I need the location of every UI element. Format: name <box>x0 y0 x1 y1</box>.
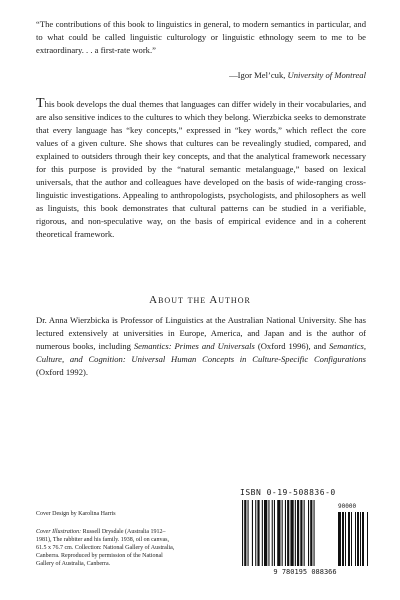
bio-book-title-2: Semantics, Culture, and Cognition: Universal Human Concepts in Culture-Specific Configurations <box>36 341 366 364</box>
about-author-heading: About the Author <box>149 294 251 306</box>
attribution-name: —Igor Mel’cuk, <box>229 70 288 80</box>
endorsement-quote: “The contributions of this book to linguistics in general, to modern semantics in particular, and to what could be called linguistic culturology or linguistic ethnology seem to me to be extraordinary. . . a first-rate work.” <box>36 19 366 55</box>
isbn-number: ISBN 0-19-508836-0 <box>240 488 336 497</box>
barcode-addon: 90000 <box>338 503 357 510</box>
cover-design-credit: Cover Design by Karolina Harris <box>36 511 116 517</box>
author-bio <box>36 314 366 379</box>
illustration-text: Russell Drysdale (Australia 1912–1981), The rabbiter and his family. 1938, oil on canvas, 61.5 x 76.7 cm. Collection: National Gallery of Australia, Canberra. Reproduced by permission of the National Gallery of Australia, Canberra. <box>36 529 175 567</box>
barcode-icon <box>240 500 370 568</box>
illustration-label: Cover Illustration: <box>36 529 82 535</box>
barcode-digits: 9 780195 088366 <box>273 568 337 576</box>
attribution-affiliation: University of Montreal <box>287 70 366 80</box>
dropcap-letter: T <box>36 96 45 111</box>
cover-illustration-credit <box>36 528 176 568</box>
book-description <box>36 98 366 241</box>
bio-part-2: (Oxford 1996), and <box>254 341 329 351</box>
bio-book-title-1: Semantics: Primes and Universals <box>133 341 255 351</box>
bio-part-3: (Oxford 1992). <box>36 367 89 377</box>
bio-part-1: Dr. Anna Wierzbicka is Professor of Linguistics at the Australian National University. She has lectured extensively at universities in Europe, America, and Japan and is the author of numerous books, including <box>36 315 366 351</box>
endorsement-attribution <box>36 70 366 80</box>
description-text: his book develops the dual themes that languages can differ widely in their vocabularies, and are also sensitive indices to the cultures to which they belong. Wierzbicka seeks to demonstrate that every language has “key concepts,” expressed in “key words,” which reflect the core values of a given culture. She shows that cultures can be revealingly studied, compared, and explained to outsiders through their key concepts, and that the analytical framework necessary for this purpose is provided by the “natural semantic metalanguage,” based on lexical universals, that the author and colleagues have developed on the basis of wide-ranging cross-linguistic investigations. Appealing to anthropologists, psychologists, and philosophers as well as linguists, this book demonstrates that cultural patterns can be studied in a verifiable, rigorous, and non-speculative way, on the basis of empirical evidence and in a coherent theoretical framework. <box>36 99 366 239</box>
